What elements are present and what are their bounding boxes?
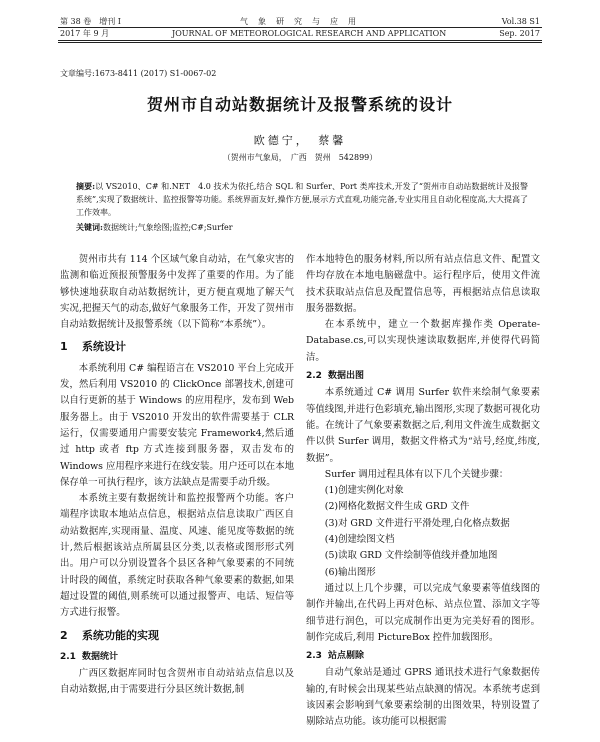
section-1-paragraph-1: 本系统利用 C# 编程语言在 VS2010 平台上完成开发，然后利用 VS2010 的 ClickOnce 部署技术,创建可以自行更新的基于 Windows 的应用程序，发布到 Web 服务器上。由于 VS2010 开发出的软件需要基于 CLR 运行，仅需要通用户需要安装完 Framework4,然后通过 http 或者 ftp 方式连接到服务器，双击发布的 Windows 应用程序来进行在线安装。用户还可以在本地保存单一可执行程序，该方法缺点是需要手动升级。	[60, 362, 294, 488]
section-2-2-paragraph-2: Surfer 调用过程具体有以下几个关键步骤：	[324, 468, 509, 480]
section-1-title: 系统设计	[82, 340, 126, 354]
abstract-label: 摘要:	[76, 181, 96, 191]
section-2-3-number: 2.3	[306, 651, 322, 662]
paper-title: 贺州市自动站数据统计及报警系统的设计	[146, 95, 453, 114]
section-2-1-title: 数据统计	[82, 651, 119, 662]
intro-paragraph: 贺州市共有 114 个区域气象自动站，在气象灾害的监测和临近预报预警服务中发挥了重要的作用。为了能够快速地获取自动站数据统计，更方便直观地了解天气实况,把握天气的动态,做好气象服务工作，开发了贺州市自动站数据统计及报警系统（以下简称“本系统”）。	[60, 254, 294, 331]
database-paragraph: 在本系统中，建立一个数据库操作类 Operate-Database.cs,可以实现快速读取数据库,并使得代码简洁。	[306, 319, 540, 363]
section-1-number: 1	[60, 340, 68, 354]
section-2-2-title: 数据出图	[328, 371, 365, 382]
left-column	[60, 252, 294, 699]
step-item: (6)输出图形	[324, 566, 376, 578]
section-2-2-heading	[306, 368, 540, 384]
step-item: (1)创建实例化对象	[324, 485, 404, 497]
section-2-1-paragraph: 广西区数据库同时包含贺州市自动站站点信息以及自动站数据,由于需要进行分县区统计数据,制	[60, 668, 294, 696]
abstract	[76, 180, 528, 219]
volume-en: Vol.38 S1	[501, 17, 540, 26]
authors: 欧德宁， 蔡馨	[253, 134, 347, 147]
journal-name-cn: 气 象 研 究 与 应 用	[240, 17, 357, 26]
section-2-2-number: 2.2	[306, 371, 322, 382]
volume-issue: 第 38 卷 增刊 Ⅰ	[60, 17, 121, 26]
section-2-heading	[60, 628, 294, 644]
section-2-1-number: 2.1	[60, 651, 76, 662]
abstract-text: 以 VS2010、C# 和.NET 4.0 技术为依托,结合 SQL 和 Surfer、Port 类库技术,开发了“贺州市自动站数据统计及报警系统”,实现了数据统计、监控报警等功能。系统界面友好,操作方便,展示方式直观,功能完备,专业实用且自动化程度高,大大提高了工作效率。	[76, 182, 528, 217]
keywords-label: 关键词:	[76, 222, 103, 232]
header-rule-bottom	[58, 40, 542, 43]
header-rule-top	[58, 27, 542, 28]
section-2-2-paragraph-1: 本系统通过 C# 调用 Surfer 软件来绘制气象要素等值线图,并进行色彩填充,输出图形,实现了数据可视化功能。在统计了气象要素数据之后,利用文件流生成数据文件以供 Surfer 调用，数据文件格式为“站号,经度,纬度,数据”。	[306, 387, 540, 464]
section-2-number: 2	[60, 628, 68, 642]
step-item: (4)创建绘图文档	[324, 534, 395, 546]
section-2-title: 系统功能的实现	[82, 628, 159, 642]
step-item: (2)网格化数据文件生成 GRD 文件	[324, 501, 470, 513]
affiliation: （贺州市气象局， 广西 贺州 542899）	[222, 153, 378, 162]
continued-paragraph: 作本地特色的服务材料,所以所有站点信息文件、配置文件均存放在本地电脑磁盘中。运行程序后，使用文件流技术获取站点信息及配置信息等，再根据站点信息读取服务器数据。	[306, 254, 540, 314]
right-column	[306, 252, 540, 731]
section-2-2-paragraph-3: 通过以上几个步骤，可以完成气象要素等值线图的制作并输出,在代码上再对色标、站点位置、添加文字等细节进行润色，可以完成制作出更为完美好看的图形。制作完成后,利用 PictureBox 控件加载图形。	[306, 582, 540, 643]
step-item: (5)读取 GRD 文件绘制等值线并叠加地图	[324, 550, 498, 562]
section-2-3-title: 站点剔除	[328, 651, 365, 662]
document-number: 文章编号:1673-8411 (2017) S1-0067-02	[60, 69, 217, 78]
section-2-3-heading	[306, 648, 540, 664]
section-2-3-paragraph: 自动气象站是通过 GPRS 通讯技术进行气象数据传输的,有时候会出现某些站点缺测的情况。本系统考虑到该因素会影响到气象要素绘制的出图效果，特别设置了剔除站点功能。该功能可以根据需	[306, 667, 540, 728]
section-1-heading	[60, 339, 294, 355]
date-en: Sep. 2017	[499, 29, 540, 38]
section-1-paragraph-2: 本系统主要有数据统计和监控报警两个功能。客户端程序读取本地站点信息，根据站点信息读取广西区自动站数据库,实现雨量、温度、风速、能见度等数据的统计,然后根据该站点所属县区分类,以表格或图形形式列出。用户可以分别设置各个县区各种气象要素的不同统计时段的阈值，系统定时获取各种气象要素的数据,如果超过设置的阈值,则系统可以通过报警声、电话、短信等方式进行报警。	[60, 493, 294, 619]
step-item: (3)对 GRD 文件进行平滑处理,白化格点数据	[324, 517, 510, 529]
section-2-1-heading	[60, 649, 294, 665]
journal-name-en: JOURNAL OF METEOROLOGICAL RESEARCH AND APPLICATION	[172, 29, 447, 38]
keywords	[76, 222, 528, 233]
keywords-text: 数据统计;气象绘图;监控;C#;Surfer	[102, 223, 233, 232]
issue-date: 2017 年 9 月	[60, 29, 110, 38]
